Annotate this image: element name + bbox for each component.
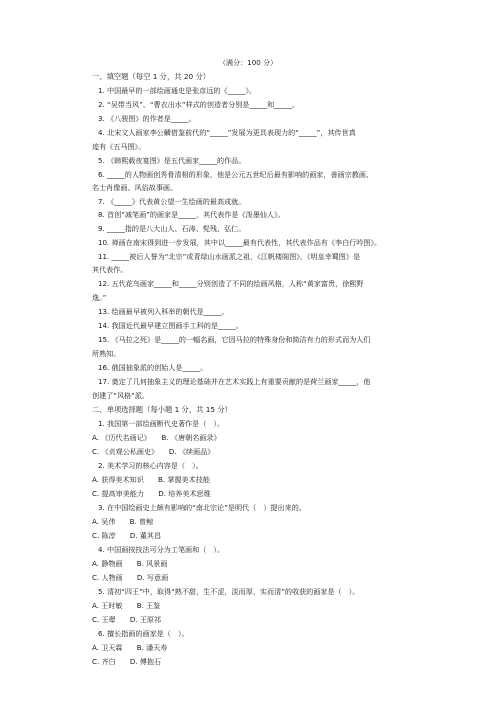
option-line: A. 静物画 B. 风景画 bbox=[92, 559, 168, 568]
question-line: 6. _____的人物画创秀骨清相的形象，他是公元五世纪后最有影响的画家，善画宗教画、 bbox=[98, 170, 374, 179]
option-line: A. 获得美术知识 B. 掌握美术技能 bbox=[92, 475, 210, 484]
option-line: C. 王翚 D. 王原祁 bbox=[92, 615, 162, 624]
question-line: 14. 我国近代最早建立图画手工科的是_____。 bbox=[98, 321, 243, 330]
question-line-continued: 名士肖像画、风俗故事画。 bbox=[92, 183, 178, 192]
question-line: 5. 《韩熙载夜宴图》是五代画家_____的作品。 bbox=[98, 156, 246, 165]
question-line: 17. 奠定了几何抽象主义的理论基础并在艺术实践上有重要贡献的是荷兰画家_____，他 bbox=[98, 377, 371, 386]
option-line: C. 提高审美能力 D. 培养美术思维 bbox=[92, 489, 211, 498]
option-line: C. 《贞观公私画史》 D. 《续画品》 bbox=[92, 447, 215, 456]
question-line: 2. 美术学习的核心内容是（ ）。 bbox=[98, 461, 203, 470]
question-line: 3. 《八骏图》的作者是_____。 bbox=[98, 114, 196, 123]
option-line: C. 人物画 D. 写意画 bbox=[92, 573, 169, 582]
question-line: 13. 绘画最早被列入科举的朝代是_____。 bbox=[98, 307, 229, 316]
score-note: （满分：100 分） bbox=[218, 58, 278, 67]
question-line: 5. 清初“四王”中，取得“熟不甜，生不涩，淡而厚，实而清”的收获的画家是（ ）。 bbox=[98, 587, 360, 596]
question-line: 8. 首创“减笔画”的画家是_____，其代表作是《泼墨仙人》。 bbox=[98, 210, 285, 219]
question-line: 1. 我国第一部绘画断代史著作是（ ）。 bbox=[98, 419, 225, 428]
question-line: 4. 中国画按技法可分为工笔画和（ ）。 bbox=[98, 545, 225, 554]
question-line: 3. 在中国绘画史上颇有影响的“南北宗论”是明代（ ）提出来的。 bbox=[98, 503, 306, 512]
question-line: 7. 《_____》代表黄公望一生绘画的最高成就。 bbox=[98, 197, 246, 206]
option-line: C. 陈淳 D. 董其昌 bbox=[92, 531, 162, 540]
question-line-continued: 逸。” bbox=[92, 293, 107, 302]
question-line-continued: 迹有《五马图》。 bbox=[92, 142, 146, 151]
option-line: A. 《历代名画记》 B. 《唐朝名画录》 bbox=[92, 433, 221, 442]
question-line: 12. 五代花鸟画家_____和_____分别创造了不同的绘画风格，人称“黄家富贵，徐熙野 bbox=[98, 279, 364, 288]
option-line: C. 齐白 D. 傅抱石 bbox=[92, 657, 162, 666]
question-line: 4. 北宋文人画家李公麟借鉴前代的“_____”发展为更具表现力的“_____”，其传世真 bbox=[98, 128, 356, 137]
question-line: 10. 禅画在南宋得到进一步发展，其中以_____最有代表性，其代表作品有《李白行吟图》。 bbox=[98, 238, 382, 247]
option-line: A. 王时敏 B. 王鉴 bbox=[92, 601, 161, 610]
question-line: 11. _____被后人誉为“北宗”或青绿山水画派之祖，《江帆楼阁图》、《明皇幸蜀图》是 bbox=[98, 252, 361, 261]
question-line: 2. “吴带当风”、“曹衣出水”样式的创造者分别是_____和_____。 bbox=[98, 100, 300, 109]
question-line: 6. 擅长指画的画家是（ ）。 bbox=[98, 629, 189, 638]
question-line: 15. 《马拉之死》是_____的一幅名画，它因马拉的特殊身份和简洁有力的形式而为人们 bbox=[98, 335, 371, 344]
question-line-continued: 所熟知。 bbox=[92, 349, 121, 358]
question-line: 16. 俄国抽象派的创始人是_____。 bbox=[98, 363, 208, 372]
question-line: 1. 中国最早的一部绘画通史是张彦远的《_____》。 bbox=[98, 86, 256, 95]
option-line: A. 卫天霖 B. 潘天寿 bbox=[92, 643, 168, 652]
question-line-continued: 其代表作。 bbox=[92, 265, 128, 274]
option-line: A. 吴伟 B. 曾鲸 bbox=[92, 517, 154, 526]
section-heading-fill-in: 一、填空题（每空 1 分，共 20 分） bbox=[92, 72, 211, 81]
section-heading-multiple-choice: 二、单项选择题（每小题 1 分，共 15 分） bbox=[92, 405, 232, 414]
question-line: 9. _____指的是八大山人、石涛、髡残、弘仁。 bbox=[98, 224, 246, 233]
question-line-continued: 创建了“风格”派。 bbox=[92, 391, 150, 400]
